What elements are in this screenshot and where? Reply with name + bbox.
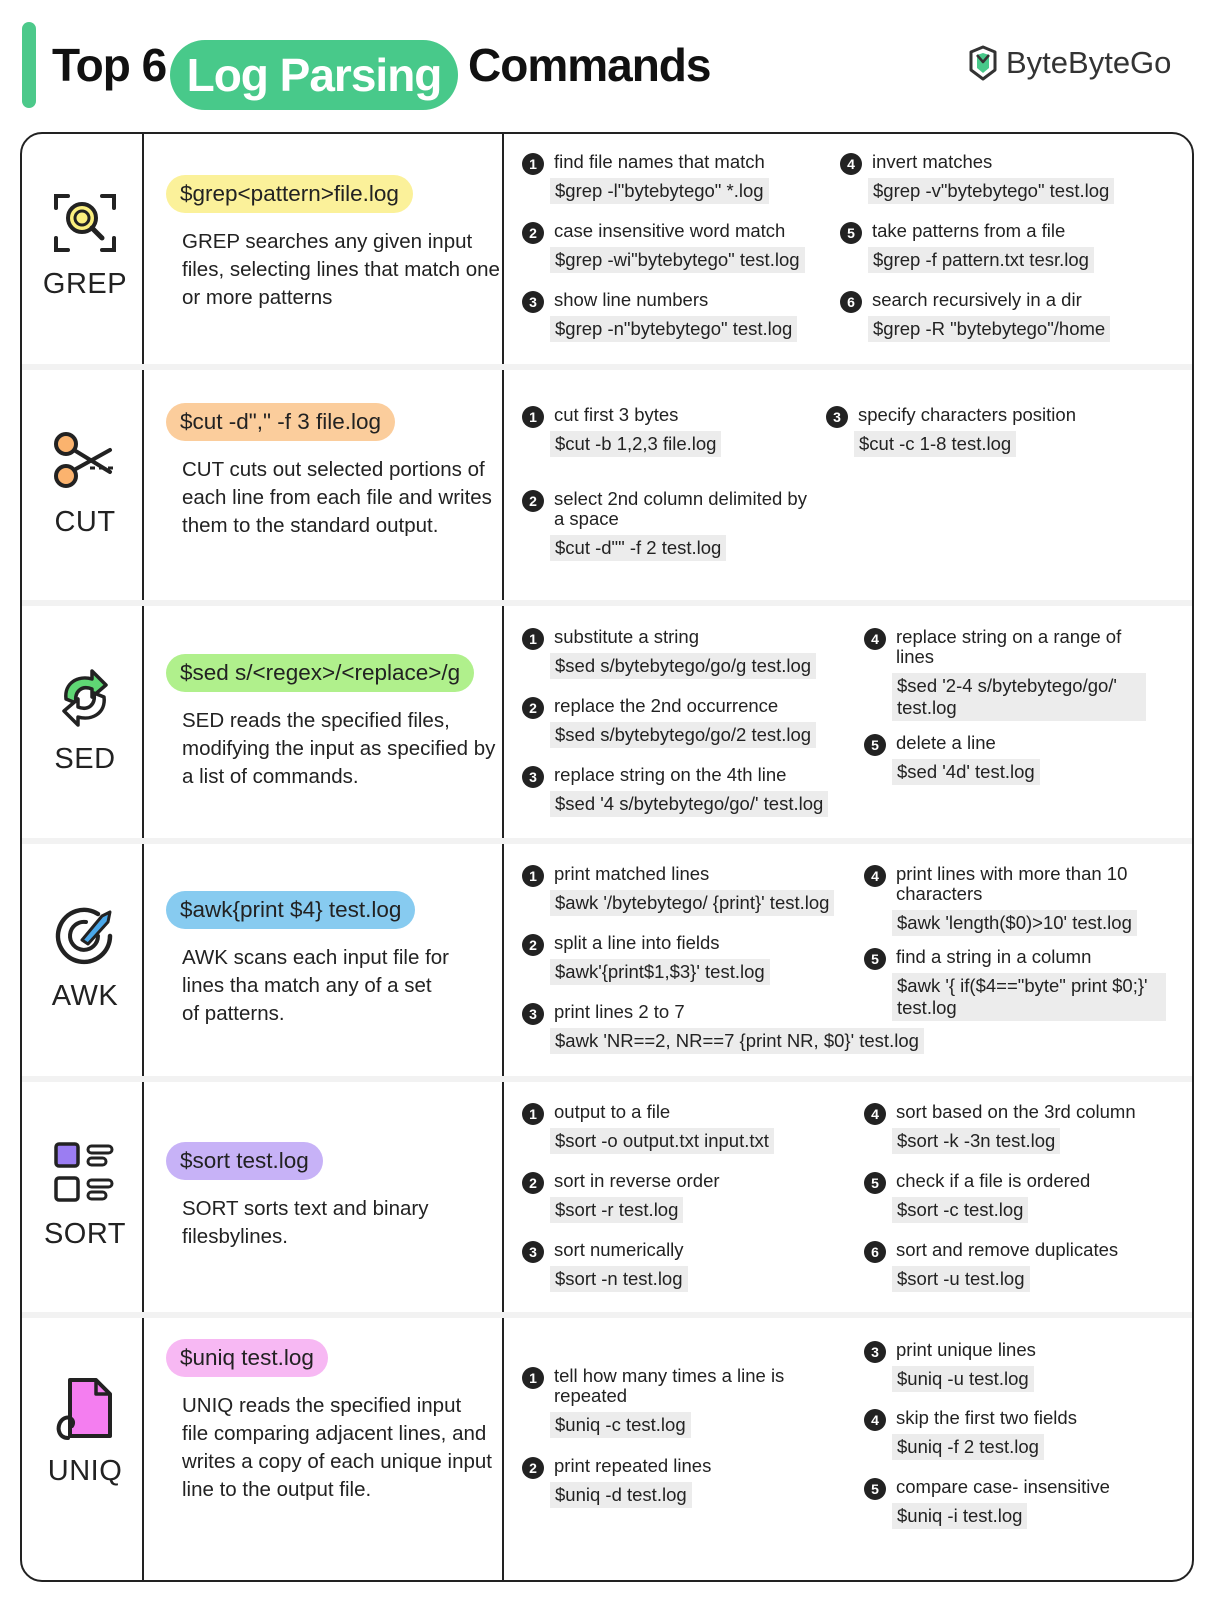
title-highlight-pill: Log Parsing [170, 40, 458, 110]
example-item: 4 print lines with more than 10 characters $awk 'length($0)>10' test.log [864, 864, 1164, 936]
command-pill-sed: $sed s/<regex>/<replace>/g [166, 654, 474, 692]
command-pill-cut: $cut -d"," -f 3 file.log [166, 403, 395, 441]
description-cut: CUT cuts out selected portions of each line from each file and writes them to the standard output. [182, 458, 492, 537]
title-suffix: Commands [468, 39, 711, 91]
description-sort: SORT sorts text and binary filesbylines. [182, 1197, 429, 1248]
example-item: 2 print repeated lines $uniq -d test.log [522, 1456, 812, 1508]
example-item: 2 sort in reverse order $sort -r test.log [522, 1171, 852, 1223]
bytebytego-logo-icon [968, 44, 998, 82]
scissors-icon [52, 428, 118, 494]
example-item: 6 sort and remove duplicates $sort -u test.log [864, 1240, 1174, 1292]
accent-bar [22, 22, 36, 108]
pen-circle-icon [52, 902, 118, 968]
example-item: 6 search recursively in a dir $grep -R "bytebytego"/home [840, 290, 1180, 342]
tool-name-sort: SORT [43, 1218, 127, 1250]
example-item: 2 case insensitive word match $grep -wi"bytebytego" test.log [522, 221, 832, 273]
example-item: 2 select 2nd column delimited by a space $cut -d"" -f 2 test.log [522, 489, 812, 561]
command-pill-awk: $awk{print $4} test.log [166, 891, 415, 929]
example-item: 3 print unique lines $uniq -u test.log [864, 1340, 1164, 1392]
column-divider-left [142, 134, 144, 1580]
example-item: 1 cut first 3 bytes $cut -b 1,2,3 file.log [522, 405, 812, 457]
example-item: 1 tell how many times a line is repeated $uniq -c test.log [522, 1366, 792, 1438]
example-item: 1 output to a file $sort -o output.txt input.txt [522, 1102, 852, 1154]
row-separator [22, 600, 1192, 606]
description-uniq: UNIQ reads the specified input file comparing adjacent lines, and writes a copy of each unique input line to the output file. [182, 1394, 492, 1501]
example-item: 1 substitute a string $sed s/bytebytego/go/g test.log [522, 627, 852, 679]
row-separator [22, 364, 1192, 370]
file-icon [52, 1376, 118, 1442]
example-item: 5 delete a line $sed '4d' test.log [864, 733, 1154, 785]
example-item: 2 replace the 2nd occurrence $sed s/bytebytego/go/2 test.log [522, 696, 852, 748]
brand-name: ByteByteGo [1006, 45, 1172, 80]
tool-name-awk: AWK [51, 980, 119, 1012]
example-item: 2 split a line into fields $awk'{print$1,$3}' test.log [522, 933, 852, 985]
column-divider-right [502, 134, 504, 1580]
example-item: 3 specify characters position $cut -c 1-8 test.log [826, 405, 1166, 457]
row-separator [22, 1076, 1192, 1082]
command-pill-sort: $sort test.log [166, 1142, 323, 1180]
example-item: 1 print matched lines $awk '/bytebytego/ {print}' test.log [522, 864, 862, 916]
example-item: 4 replace string on a range of lines $sed '2-4 s/bytebytego/go/' test.log [864, 627, 1154, 721]
example-item: 5 check if a file is ordered $sort -c test.log [864, 1171, 1174, 1223]
example-item: 1 find file names that match $grep -l"bytebytego" *.log [522, 152, 822, 204]
title-prefix: Top 6 [52, 39, 167, 91]
command-pill-grep: $grep<pattern>file.log [166, 175, 413, 213]
example-item: 3 sort numerically $sort -n test.log [522, 1240, 852, 1292]
tool-name-sed: SED [54, 743, 116, 775]
command-pill-uniq: $uniq test.log [166, 1339, 328, 1377]
example-item: 5 take patterns from a file $grep -f pattern.txt tesr.log [840, 221, 1180, 273]
example-item: 5 find a string in a column $awk '{ if($4=="byte" print $0;}' test.log [864, 947, 1170, 1021]
example-item: 4 invert matches $grep -v"bytebytego" test.log [840, 152, 1180, 204]
example-item: 3 print lines 2 to 7 $awk 'NR==2, NR==7 {print NR, $0}' test.log [522, 1002, 962, 1054]
description-sed: SED reads the specified files, modifying the input as specified by a list of commands. [182, 709, 496, 788]
refresh-arrows-icon [52, 665, 118, 731]
example-item: 3 replace string on the 4th line $sed '4 s/bytebytego/go/' test.log [522, 765, 858, 817]
search-icon [52, 190, 118, 256]
row-separator [22, 1312, 1192, 1318]
example-item: 5 compare case- insensitive $uniq -i test.log [864, 1477, 1164, 1529]
description-awk: AWK scans each input file for lines tha match any of a set of patterns. [182, 946, 450, 1025]
row-separator [22, 838, 1192, 844]
list-sort-icon [52, 1140, 118, 1206]
example-item: 3 show line numbers $grep -n"bytebytego" test.log [522, 290, 832, 342]
brand-logo [968, 44, 1171, 82]
description-grep: GREP searches any given input files, selecting lines that match one or more patterns [182, 230, 500, 309]
example-item: 4 skip the first two fields $uniq -f 2 test.log [864, 1408, 1164, 1460]
tool-name-cut: CUT [54, 506, 116, 538]
tool-name-grep: GREP [42, 268, 128, 300]
example-item: 4 sort based on the 3rd column $sort -k -3n test.log [864, 1102, 1174, 1154]
tool-name-uniq: UNIQ [47, 1455, 123, 1487]
